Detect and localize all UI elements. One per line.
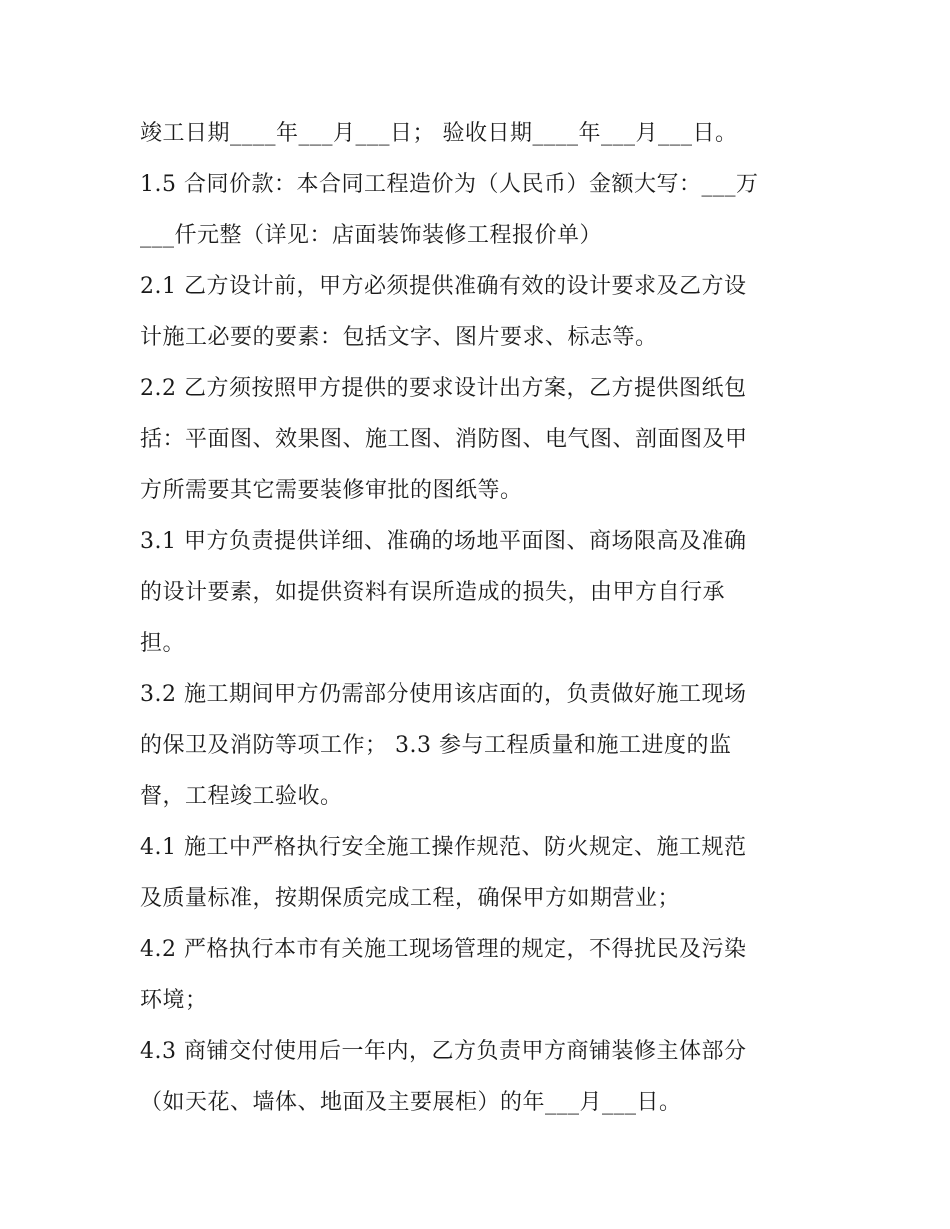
text-line-completion-date: 竣工日期____年___月___日； 验收日期____年___月___日。 [140,121,738,146]
text-line-4-2-end: 环境； [140,988,208,1013]
text-line-4-2: 4.2 严格执行本市有关施工现场管理的规定，不得扰民及污染 [140,937,747,962]
document-body [140,108,820,1128]
text-line-1-5-contract-price: 1.5 合同价款：本合同工程造价为（人民币）金额大写：___万 [140,172,759,197]
text-line-2-1: 2.1 乙方设计前，甲方必须提供准确有效的设计要求及乙方设 [140,274,747,299]
text-line-4-1: 4.1 施工中严格执行安全施工操作规范、防火规定、施工规范 [140,835,747,860]
text-line-3-1: 3.1 甲方负责提供详细、准确的场地平面图、商场限高及准确 [140,529,747,554]
text-line-4-3: 4.3 商铺交付使用后一年内，乙方负责甲方商铺装修主体部分 [140,1039,747,1064]
text-line-4-1-continued: 及质量标准，按期保质完成工程，确保甲方如期营业； [140,886,681,911]
text-line-1-5-continued: ___仟元整（详见：店面装饰装修工程报价单） [140,223,603,248]
text-line-3-3-end: 督，工程竣工验收。 [140,784,343,809]
text-line-2-2-continued: 括：平面图、效果图、施工图、消防图、电气图、剖面图及甲 [140,427,748,452]
text-line-2-1-continued: 计施工必要的要素：包括文字、图片要求、标志等。 [140,325,658,350]
text-line-3-1-continued: 的设计要素，如提供资料有误所造成的损失，由甲方自行承 [140,580,726,605]
text-line-4-3-continued: （如天花、墙体、地面及主要展柜）的年___月___日。 [140,1090,682,1115]
text-line-3-1-end: 担。 [140,631,186,656]
text-line-2-2: 2.2 乙方须按照甲方提供的要求设计出方案，乙方提供图纸包 [140,376,747,401]
text-line-2-2-end: 方所需要其它需要装修审批的图纸等。 [140,478,523,503]
text-line-3-2: 3.2 施工期间甲方仍需部分使用该店面的，负责做好施工现场 [140,682,747,707]
text-line-3-2-3-3: 的保卫及消防等项工作； 3.3 参与工程质量和施工进度的监 [140,733,732,758]
